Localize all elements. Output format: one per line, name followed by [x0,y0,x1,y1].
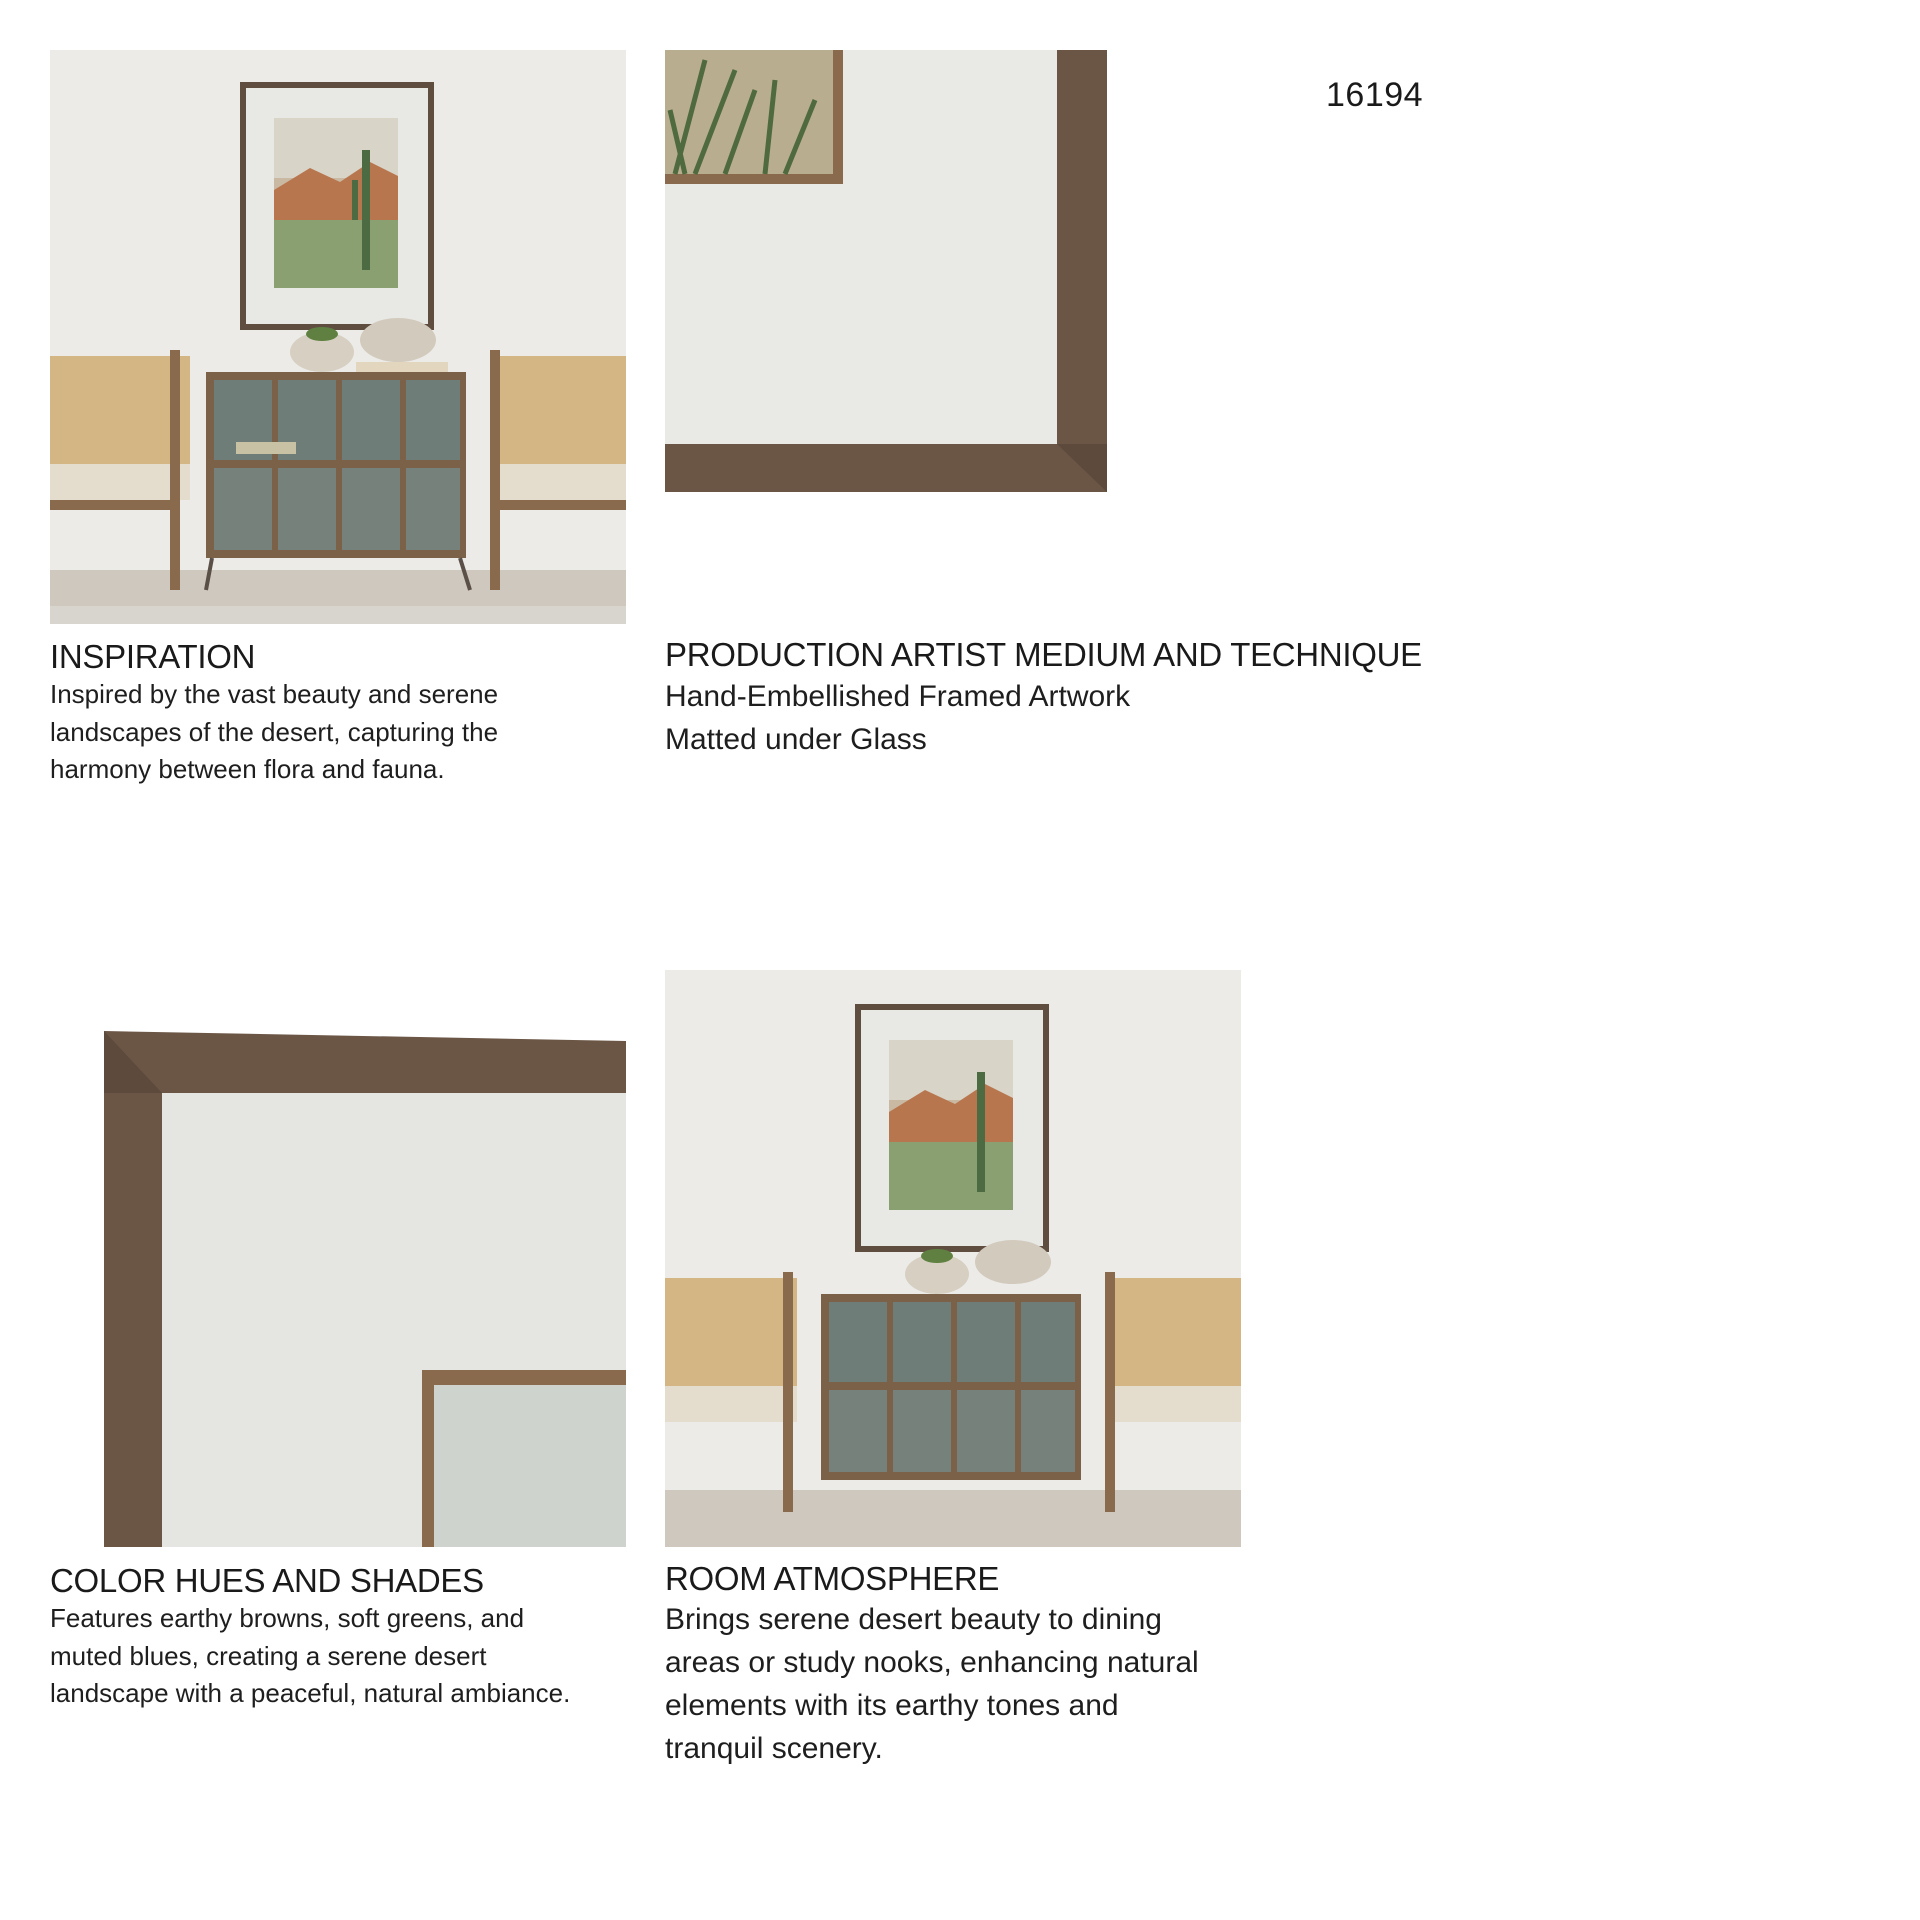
sku-number: 16194 [1326,76,1424,114]
frame-corner-closeup-photo [104,1025,626,1547]
color-text [50,1600,570,1713]
inspiration-line: landscapes of the desert, capturing the [50,716,499,747]
color-line: muted blues, creating a serene desert [50,1640,487,1671]
color-line: Features earthy browns, soft greens, and [50,1603,525,1633]
inspiration-line: harmony between flora and fauna. [50,754,445,784]
inspiration-line: Inspired by the vast beauty and serene [50,679,499,709]
room-text [665,1598,1199,1770]
production-text [665,675,1130,761]
inspiration-text [50,676,498,789]
production-heading: PRODUCTION ARTIST MEDIUM AND TECHNIQUE [665,636,1422,673]
room-line: Brings serene desert beauty to dining [665,1603,1162,1636]
room-photo-atmosphere [665,970,1241,1547]
room-heading: ROOM ATMOSPHERE [665,1560,1000,1597]
production-line: Matted under Glass [665,723,927,756]
production-line: Hand-Embellished Framed Artwork [665,680,1131,713]
room-line: areas or study nooks, enhancing natural [665,1646,1199,1679]
room-line: elements with its earthy tones and [665,1689,1119,1722]
inspiration-heading: INSPIRATION [50,638,256,675]
color-heading: COLOR HUES AND SHADES [50,1562,484,1599]
room-line: tranquil scenery. [665,1732,883,1765]
color-line: landscape with a peaceful, natural ambiance. [50,1678,571,1708]
room-photo-inspiration [50,50,626,624]
frame-corner-detail-photo [665,50,1107,492]
